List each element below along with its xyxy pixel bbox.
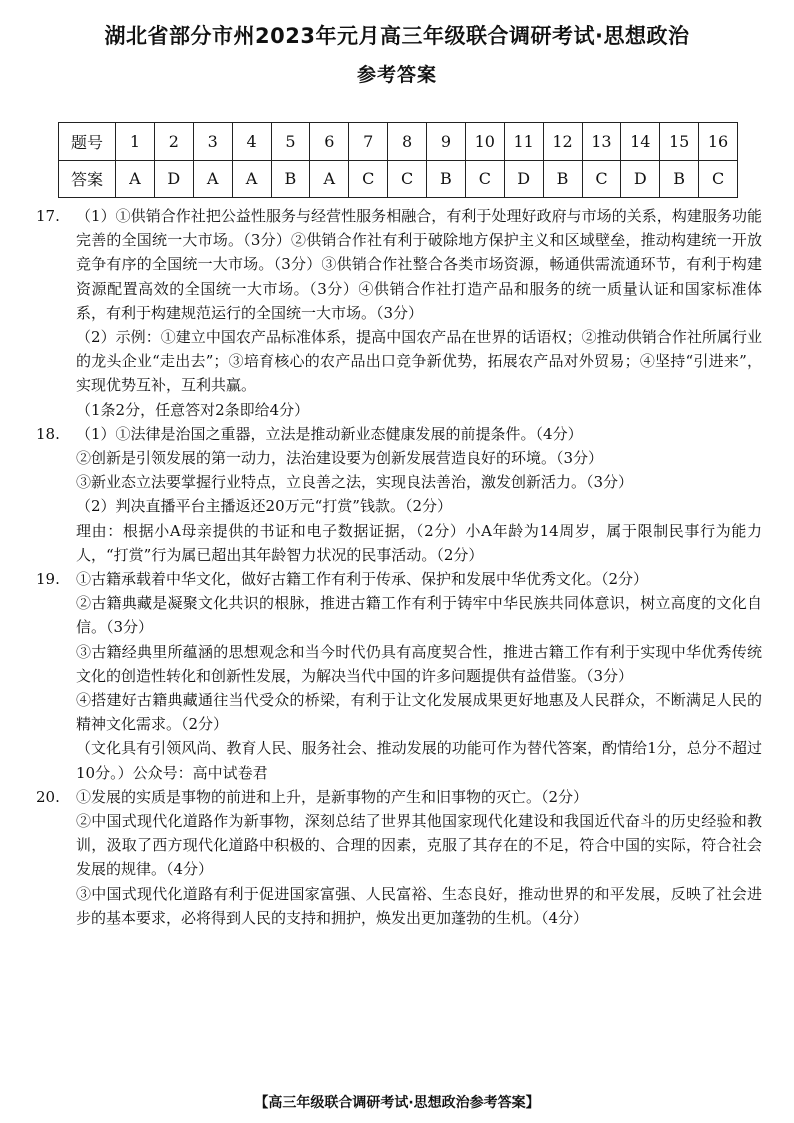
answer-cell: B bbox=[271, 160, 310, 198]
answer-cell: B bbox=[427, 160, 466, 198]
answer-paragraph: （2）判决直播平台主播返还20万元“打赏”钱款。（2分） bbox=[76, 497, 453, 516]
answer-paragraph: ④搭建好古籍典藏通往当代受众的桥梁，有利于让文化发展成果更好地惠及人民群众，不断满足人民的精神文化需求。（2分） bbox=[76, 691, 762, 734]
question-number: 17. bbox=[36, 207, 60, 225]
question-number-cell: 8 bbox=[388, 123, 427, 161]
answer-cell: C bbox=[465, 160, 504, 198]
answer-cell: B bbox=[543, 160, 582, 198]
answer-cell: A bbox=[232, 160, 271, 198]
question-number-cell: 2 bbox=[154, 123, 193, 161]
answer-paragraph: （2）示例：①建立中国农产品标准体系，提高中国农产品在世界的话语权；②推动供销合作社所属行业的龙头企业“走出去”；③培育核心的农产品出口竞争新优势，拓展农产品对外贸易；④坚持“引进来”，实现优势互补，互利共赢。 bbox=[76, 328, 762, 395]
question-content bbox=[76, 785, 762, 930]
row-header-answer: 答案 bbox=[59, 160, 116, 198]
question-number-cell: 4 bbox=[232, 123, 271, 161]
answer-paragraph: ③中国式现代化道路有利于促进国家富强、人民富裕、生态良好，推动世界的和平发展，反映了社会进步的基本要求，必将得到人民的支持和拥护，焕发出更加蓬勃的生机。（4分） bbox=[76, 884, 762, 927]
page-subtitle: 参考答案 bbox=[356, 64, 437, 86]
question-number: 18. bbox=[36, 424, 60, 443]
answer-cell: A bbox=[310, 160, 349, 198]
answer-paragraph: ②创新是引领发展的第一动力，法治建设要为创新发展营造良好的环境。（3分） bbox=[76, 449, 604, 468]
question-number: 19. bbox=[36, 570, 60, 589]
question-number-cell: 6 bbox=[310, 123, 349, 161]
question-content bbox=[76, 204, 762, 422]
answer-cell: D bbox=[154, 160, 193, 198]
question-19 bbox=[36, 567, 762, 785]
answer-cell: C bbox=[388, 160, 427, 198]
question-20 bbox=[36, 785, 762, 930]
answer-cell: C bbox=[582, 160, 621, 198]
question-number-cell: 12 bbox=[543, 123, 582, 161]
question-number-cell: 7 bbox=[349, 123, 388, 161]
answer-cell: C bbox=[349, 160, 388, 198]
answer-body bbox=[36, 204, 762, 930]
answer-cell: A bbox=[193, 160, 232, 198]
answer-paragraph: ②古籍典藏是凝聚文化共识的根脉，推进古籍工作有利于铸牢中华民族共同体意识，树立高度的文化自信。（3分） bbox=[76, 594, 762, 637]
question-number-cell: 16 bbox=[699, 123, 738, 161]
question-number-cell: 13 bbox=[582, 123, 621, 161]
question-number-cell: 15 bbox=[660, 123, 699, 161]
answer-paragraph: 理由：根据小A母亲提供的书证和电子数据证据，（2分）小A年龄为14周岁，属于限制民事行为能力人，“打赏”行为属已超出其年龄智力状况的民事活动。（2分） bbox=[76, 521, 762, 564]
scoring-note: （文化具有引领风尚、教育人民、服务社会、推动发展的功能可作为替代答案，酌情给1分，总分不超过10分。）公众号：高中试卷君 bbox=[76, 739, 762, 782]
question-18 bbox=[36, 422, 762, 567]
answer-paragraph: （1）①法律是治国之重器，立法是推动新业态健康发展的前提条件。（4分） bbox=[76, 424, 583, 443]
answer-paragraph: （1）①供销合作社把公益性服务与经营性服务相融合，有利于处理好政府与市场的关系，构建服务功能完善的全国统一大市场。（3分）②供销合作社有利于破除地方保护主义和区域壁垒，推动构建统一开放竞争有序的全国统一大市场。（3分）③供销合作社整合各类市场资源，畅通供需流通环节，有利于构建资源配置高效的全国统一大市场。（3分）④供销合作社打造产品和服务的统一质量认证和国家标准体系，有利于构建规范运行的全国统一大市场。（3分） bbox=[76, 207, 762, 322]
question-number-row bbox=[59, 123, 738, 161]
question-content bbox=[76, 567, 762, 785]
question-number-cell: 5 bbox=[271, 123, 310, 161]
row-header-number: 题号 bbox=[59, 123, 116, 161]
answer-paragraph: ①发展的实质是事物的前进和上升，是新事物的产生和旧事物的灭亡。（2分） bbox=[76, 787, 589, 806]
question-17 bbox=[36, 204, 762, 422]
question-number-cell: 11 bbox=[504, 123, 543, 161]
answer-cell: A bbox=[116, 160, 155, 198]
scoring-note: （1条2分，任意答对2条即给4分） bbox=[76, 400, 310, 419]
answer-paragraph: ③古籍经典里所蕴涵的思想观念和当今时代仍具有高度契合性，推进古籍工作有利于实现中华优秀传统文化的创造性转化和创新性发展，为解决当代中国的许多问题提供有益借鉴。（3分） bbox=[76, 642, 762, 685]
question-number-cell: 1 bbox=[116, 123, 155, 161]
answer-cell: D bbox=[621, 160, 660, 198]
answer-paragraph: ③新业态立法要掌握行业特点，立良善之法，实现良法善治，激发创新活力。（3分） bbox=[76, 473, 634, 492]
page-footer: 【高三年级联合调研考试·思想政治参考答案】 bbox=[254, 1095, 540, 1111]
question-content bbox=[76, 422, 762, 567]
question-number-cell: 14 bbox=[621, 123, 660, 161]
question-number: 20. bbox=[36, 787, 60, 806]
answer-table bbox=[58, 122, 738, 198]
answer-paragraph: ①古籍承载着中华文化，做好古籍工作有利于传承、保护和发展中华优秀文化。（2分） bbox=[76, 570, 649, 589]
answer-cell: D bbox=[504, 160, 543, 198]
answer-row bbox=[59, 160, 738, 198]
question-number-cell: 3 bbox=[193, 123, 232, 161]
answer-cell: B bbox=[660, 160, 699, 198]
answer-cell: C bbox=[699, 160, 738, 198]
answer-paragraph: ②中国式现代化道路作为新事物，深刻总结了世界其他国家现代化建设和我国近代奋斗的历史经验和教训，汲取了西方现代化道路中积极的、合理的因素，克服了其存在的不足，符合中国的实际，符合社会发展的规律。（4分） bbox=[76, 812, 762, 879]
question-number-cell: 10 bbox=[465, 123, 504, 161]
question-number-cell: 9 bbox=[427, 123, 466, 161]
page-title: 湖北省部分市州2023年元月高三年级联合调研考试·思想政治 bbox=[104, 24, 690, 48]
